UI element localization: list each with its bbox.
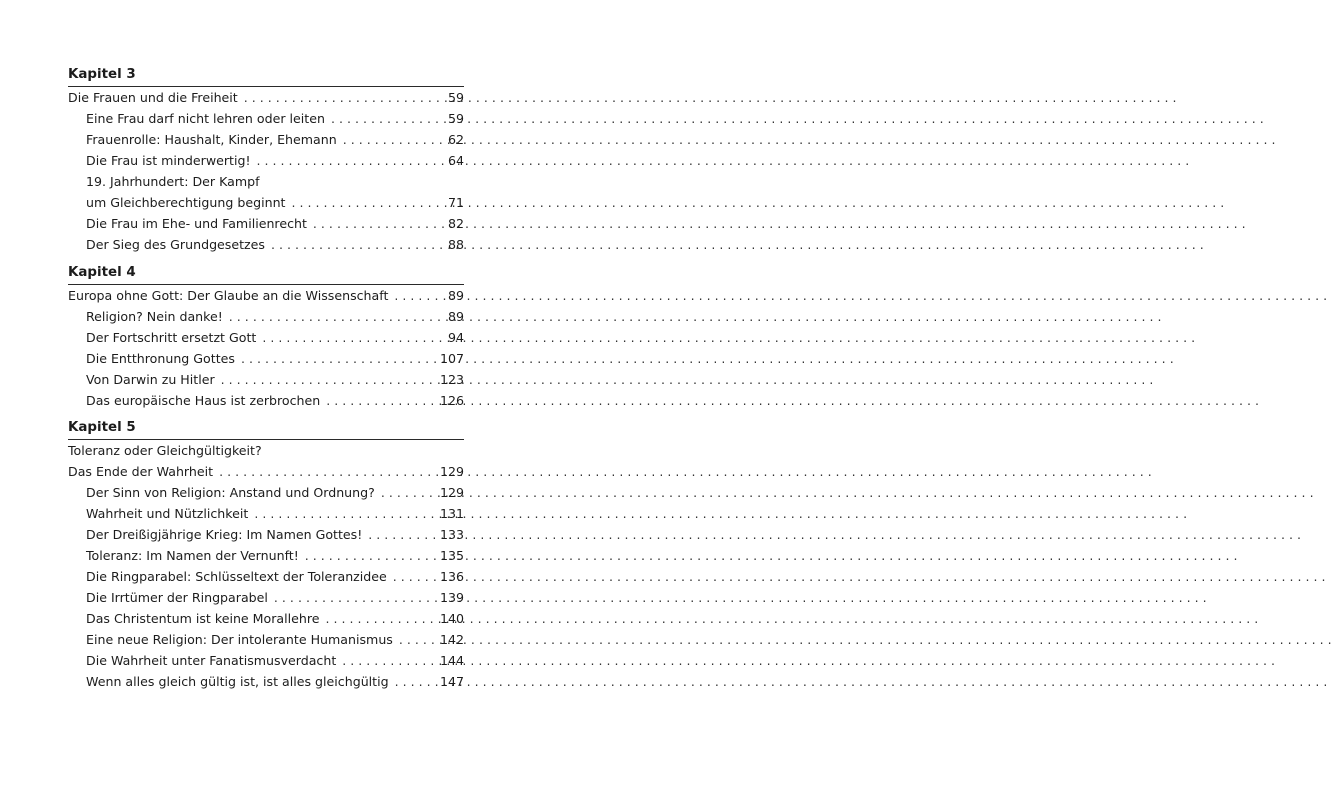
dot-leader (223, 306, 438, 327)
dot-leader (387, 566, 438, 587)
dot-leader (388, 285, 438, 306)
toc-entry-title: Die Frau im Ehe- und Familienrecht (86, 216, 307, 231)
dot-leader (213, 461, 438, 482)
toc-entry-page-number: 89 (447, 288, 464, 303)
dot-leader (299, 545, 438, 566)
toc-entry-page-number: 89 (447, 309, 464, 324)
toc-entry (68, 440, 464, 461)
toc-entry-page-number: 126 (439, 393, 464, 408)
dot-leader (256, 327, 438, 348)
toc-entry (68, 192, 464, 213)
toc-entry (68, 461, 464, 482)
toc-entry-page-number: 62 (447, 132, 464, 147)
toc-entry (68, 129, 464, 150)
toc-entry-title: Die Ringparabel: Schlüsseltext der Toleranzidee (86, 569, 387, 584)
dot-leader (320, 390, 438, 411)
toc-entry-title: 19. Jahrhundert: Der Kampf (86, 174, 260, 189)
toc-entry-title: Wahrheit und Nützlichkeit (86, 506, 249, 521)
dot-leader (393, 629, 438, 650)
toc-entry-title: Toleranz oder Gleichgültigkeit? (68, 443, 262, 458)
dot-leader (389, 671, 438, 692)
toc-entry-page-number: 71 (447, 195, 464, 210)
toc-entry-title: Die Entthronung Gottes (86, 351, 235, 366)
toc-entry-page-number: 107 (439, 351, 464, 366)
toc-entry (68, 482, 464, 503)
toc-entry-title: Religion? Nein danke! (86, 309, 223, 324)
dot-leader (325, 108, 438, 129)
dot-leader (248, 503, 438, 524)
toc-entry-title: Toleranz: Im Namen der Vernunft! (86, 548, 299, 563)
toc-entry-title: Der Sieg des Grundgesetzes (86, 237, 265, 252)
toc-entry (68, 285, 464, 306)
toc-entry-page-number: 94 (447, 330, 464, 345)
toc-entry-page-number: 59 (447, 111, 464, 126)
dot-leader (336, 650, 438, 671)
table-of-contents-page (0, 0, 521, 800)
toc-entry-page-number: 135 (439, 548, 464, 563)
toc-entry-page-number: 59 (447, 90, 464, 105)
toc-entry-title: Die Wahrheit unter Fanatismusverdacht (86, 653, 337, 668)
toc-entry-title: Von Darwin zu Hitler (86, 372, 215, 387)
chapter-entries (68, 285, 464, 411)
toc-entry-title: Europa ohne Gott: Der Glaube an die Wissenschaft (68, 288, 389, 303)
toc-entry (68, 87, 464, 108)
chapter-entries (68, 440, 464, 692)
toc-entry-title: Der Dreißigjährige Krieg: Im Namen Gottes! (86, 527, 363, 542)
dot-leader (307, 213, 438, 234)
toc-entry (68, 671, 464, 692)
toc-entry-page-number: 129 (439, 485, 464, 500)
toc-entry (68, 327, 464, 348)
toc-entry-title: Der Sinn von Religion: Anstand und Ordnung? (86, 485, 375, 500)
toc-entry-title: Der Fortschritt ersetzt Gott (86, 330, 257, 345)
toc-entry-page-number: 140 (439, 611, 464, 626)
toc-entry (68, 503, 464, 524)
dot-leader (251, 150, 438, 171)
toc-entry (68, 369, 464, 390)
chapter-4-section (68, 264, 464, 411)
toc-entry-title: Die Irrtümer der Ringparabel (86, 590, 268, 605)
dot-leader (238, 87, 438, 108)
chapter-3-section (68, 66, 464, 255)
toc-entry-title: um Gleichberechtigung beginnt (86, 195, 286, 210)
toc-entry-page-number: 88 (447, 237, 464, 252)
toc-entry (68, 629, 464, 650)
toc-entry-page-number: 129 (439, 464, 464, 479)
toc-entry-title: Das Christentum ist keine Morallehre (86, 611, 320, 626)
toc-entry (68, 608, 464, 629)
toc-entry-page-number: 144 (439, 653, 464, 668)
toc-entry (68, 234, 464, 255)
toc-entry (68, 390, 464, 411)
chapter-label: Kapitel 5 (68, 420, 136, 435)
toc-entry (68, 171, 464, 192)
toc-entry-page-number: 136 (439, 569, 464, 584)
dot-leader (362, 524, 438, 545)
toc-entry-page-number: 147 (439, 674, 464, 689)
dot-leader (268, 587, 438, 608)
dot-leader (215, 369, 438, 390)
toc-entry-title: Das Ende der Wahrheit (68, 464, 214, 479)
toc-entry (68, 306, 464, 327)
toc-entry-title: Die Frauen und die Freiheit (68, 90, 238, 105)
toc-entry (68, 213, 464, 234)
toc-entry-page-number: 142 (439, 632, 464, 647)
toc-entry (68, 108, 464, 129)
toc-entry-title: Eine neue Religion: Der intolerante Humanismus (86, 632, 393, 647)
dot-leader (286, 192, 439, 213)
toc-entry (68, 587, 464, 608)
toc-entry-title: Wenn alles gleich gültig ist, ist alles gleichgültig (86, 674, 389, 689)
toc-entry (68, 348, 464, 369)
toc-entry-page-number: 139 (439, 590, 464, 605)
toc-entry-title: Eine Frau darf nicht lehren oder leiten (86, 111, 325, 126)
chapter-entries (68, 87, 464, 255)
dot-leader (235, 348, 438, 369)
chapter-label: Kapitel 3 (68, 67, 136, 82)
toc-entry-page-number: 123 (439, 372, 464, 387)
dot-leader (375, 482, 438, 503)
chapter-label: Kapitel 4 (68, 265, 136, 280)
toc-entry-title: Das europäische Haus ist zerbrochen (86, 393, 321, 408)
toc-entry (68, 524, 464, 545)
toc-entry-page-number: 133 (439, 527, 464, 542)
toc-entry-page-number: 82 (447, 216, 464, 231)
toc-entry (68, 150, 464, 171)
toc-entry-page-number: 64 (447, 153, 464, 168)
chapter-5-section (68, 419, 464, 692)
toc-entry (68, 566, 464, 587)
dot-leader (337, 129, 438, 150)
toc-entry-page-number: 131 (439, 506, 464, 521)
dot-leader (320, 608, 438, 629)
toc-entry-title: Frauenrolle: Haushalt, Kinder, Ehemann (86, 132, 337, 147)
toc-entry (68, 545, 464, 566)
dot-leader (265, 234, 438, 255)
toc-entry (68, 650, 464, 671)
toc-entry-title: Die Frau ist minderwertig! (86, 153, 251, 168)
